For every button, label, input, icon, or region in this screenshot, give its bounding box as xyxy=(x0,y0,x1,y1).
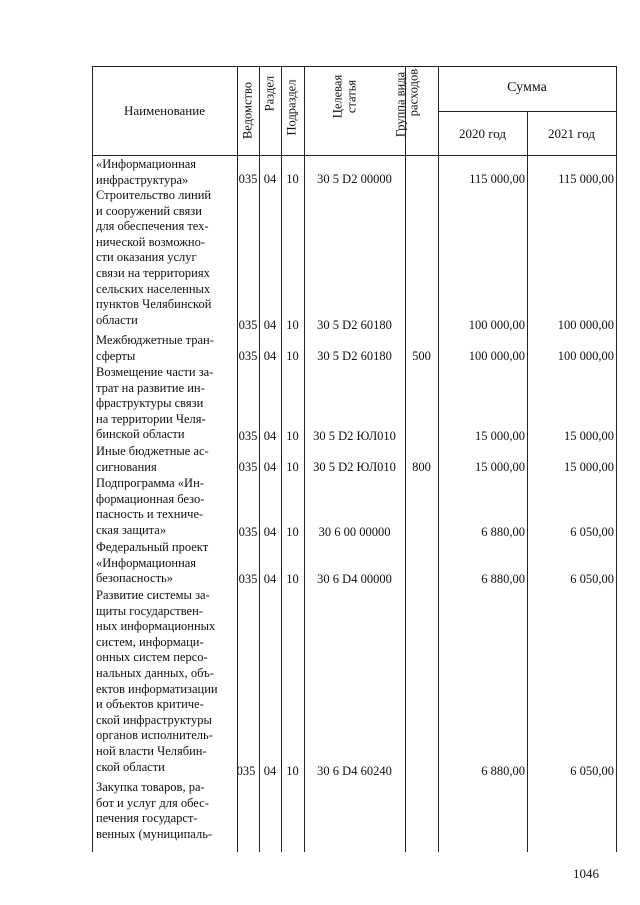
row-6-sum2020: 6 880,00 xyxy=(481,572,525,586)
row-0-podrazdel: 10 xyxy=(286,172,299,186)
row-2-razdel: 04 xyxy=(263,349,277,363)
row-0-ved: 035 xyxy=(238,172,258,186)
row-name-0: «Информационная инфраструктура» xyxy=(96,157,197,187)
row-7-razdel: 04 xyxy=(263,764,277,778)
row-3-sum2020: 15 000,00 xyxy=(475,429,525,443)
row-name-2: Межбюджетные тран- сферты xyxy=(96,333,214,363)
header-celevaya-line2: статья xyxy=(344,79,359,114)
row-name-7: Развитие системы за- щиты государствен- ных информационных систем, информаци- онных систем персо- нальных данных, объ- ектов информатизации и объектов критиче- ской инфраструктуры органов исполнитель- ной власти Челябин- ской области xyxy=(96,588,218,774)
row-name-5: Подпрограмма «Ин- формационная безо- пасность и техниче- ская защита» xyxy=(96,476,205,537)
row-3-ved: 035 xyxy=(238,429,258,443)
row-name-6: Федеральный проект «Информационная безопасность» xyxy=(96,540,209,586)
header-year-2020: 2020 год xyxy=(459,126,506,141)
table-line-summa xyxy=(438,111,616,112)
row-1-sum2021: 100 000,00 xyxy=(557,318,614,332)
row-name-1: Строительство линий и сооружений связи для обеспечения тех- нической возможно- сти оказания услуг связи на территориях сельских населенных пунктов Челябинской области xyxy=(96,188,212,327)
row-2-sum2021: 100 000,00 xyxy=(557,349,614,363)
row-6-celevaya: 30 6 D4 00000 xyxy=(317,572,392,586)
row-3-sum2021: 15 000,00 xyxy=(564,429,614,443)
table-line-gruppa xyxy=(405,66,406,852)
row-0-razdel: 04 xyxy=(263,172,277,186)
header-celevaya-line1: Целевая xyxy=(330,74,345,119)
row-4-ved: 035 xyxy=(238,460,258,474)
header-year-2021: 2021 год xyxy=(548,126,595,141)
header-gruppa-line2: расходов xyxy=(406,68,421,117)
row-3-celevaya: 30 5 D2 ЮЛ010 xyxy=(313,429,396,443)
header-podrazdel: Подраздел xyxy=(284,79,299,136)
row-1-celevaya: 30 5 D2 60180 xyxy=(317,318,392,332)
row-name-4: Иные бюджетные ас- сигнования xyxy=(96,444,209,474)
row-2-ved: 035 xyxy=(238,349,258,363)
row-6-podrazdel: 10 xyxy=(286,572,299,586)
row-1-podrazdel: 10 xyxy=(286,318,299,332)
row-7-sum2020: 6 880,00 xyxy=(481,764,525,778)
row-1-ved: 035 xyxy=(238,318,258,332)
table-header-bottom xyxy=(92,155,616,156)
row-0-sum2020: 115 000,00 xyxy=(469,172,525,186)
row-4-celevaya: 30 5 D2 ЮЛ010 xyxy=(313,460,396,474)
row-6-razdel: 04 xyxy=(263,572,277,586)
header-vedomstvo: Ведомство xyxy=(240,81,255,140)
row-5-celevaya: 30 6 00 00000 xyxy=(318,525,391,539)
row-name-3: Возмещение части за- трат на развитие ин- фраструктуры связи на территории Челя- бинской области xyxy=(96,365,214,442)
row-0-celevaya: 30 5 D2 00000 xyxy=(317,172,392,186)
row-2-celevaya: 30 5 D2 60180 xyxy=(317,349,392,363)
row-0-sum2021: 115 000,00 xyxy=(558,172,614,186)
row-5-ved: 035 xyxy=(238,525,258,539)
row-2-gruppa: 500 xyxy=(412,349,431,363)
row-5-razdel: 04 xyxy=(263,525,277,539)
row-2-sum2020: 100 000,00 xyxy=(468,349,525,363)
row-6-sum2021: 6 050,00 xyxy=(570,572,614,586)
row-3-razdel: 04 xyxy=(263,429,277,443)
row-1-razdel: 04 xyxy=(263,318,277,332)
row-1-sum2020: 100 000,00 xyxy=(468,318,525,332)
header-gruppa-line1: Группа вида xyxy=(393,71,408,138)
table-line-sum2021 xyxy=(527,111,528,852)
row-5-sum2021: 6 050,00 xyxy=(570,525,614,539)
table-border-left xyxy=(92,66,93,852)
row-2-podrazdel: 10 xyxy=(286,349,299,363)
row-5-podrazdel: 10 xyxy=(286,525,299,539)
row-7-ved: 035 xyxy=(236,764,256,778)
header-summa: Сумма xyxy=(507,80,547,95)
header-razdel: Раздел xyxy=(262,75,277,112)
row-7-celevaya: 30 6 D4 60240 xyxy=(317,764,392,778)
row-4-podrazdel: 10 xyxy=(286,460,299,474)
header-name: Наименование xyxy=(124,103,205,118)
table-border-right xyxy=(616,66,617,852)
row-5-sum2020: 6 880,00 xyxy=(481,525,525,539)
row-3-podrazdel: 10 xyxy=(286,429,299,443)
row-4-sum2021: 15 000,00 xyxy=(564,460,614,474)
row-name-8: Закупка товаров, ра- бот и услуг для обес- печения государст- венных (муниципаль- xyxy=(96,780,213,841)
row-7-sum2021: 6 050,00 xyxy=(570,764,614,778)
row-4-gruppa: 800 xyxy=(412,460,431,474)
page-number: 1046 xyxy=(573,866,599,881)
row-4-sum2020: 15 000,00 xyxy=(475,460,525,474)
row-7-podrazdel: 10 xyxy=(286,764,299,778)
row-4-razdel: 04 xyxy=(263,460,277,474)
row-6-ved: 035 xyxy=(238,572,258,586)
